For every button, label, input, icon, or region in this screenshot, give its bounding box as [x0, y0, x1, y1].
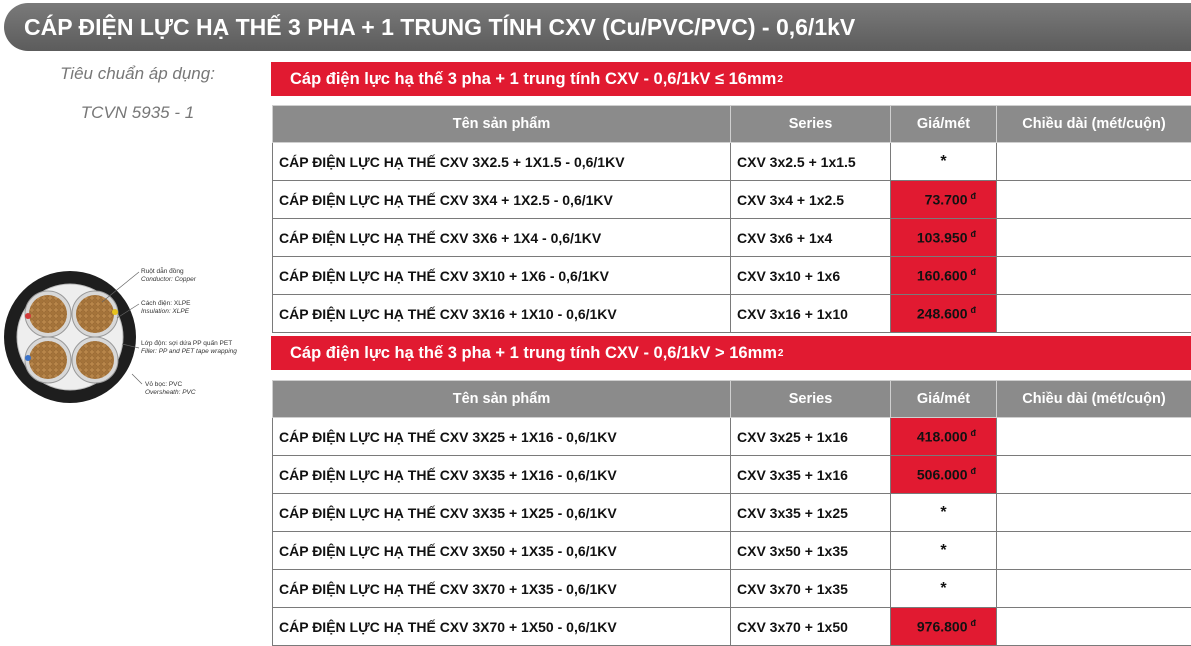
column-header-series: Series [731, 106, 891, 143]
price-unit: đ [971, 466, 977, 476]
series-cell: CXV 3x10 + 1x6 [731, 257, 891, 295]
figure-label-filler-en: Filler: PP and PET tape wrapping [141, 348, 237, 355]
column-header-price: Giá/mét [891, 106, 997, 143]
price-unavailable-marker: * [940, 153, 946, 170]
product-name-cell: CÁP ĐIỆN LỰC HẠ THẾ CXV 3X6 + 1X4 - 0,6/1KV [273, 219, 731, 257]
column-header-series: Series [731, 381, 891, 418]
series-cell: CXV 3x70 + 1x50 [731, 608, 891, 646]
price-cell [891, 494, 997, 532]
table-header-row [273, 106, 1191, 143]
price-unit: đ [971, 618, 977, 628]
product-name-cell: CÁP ĐIỆN LỰC HẠ THẾ CXV 3X25 + 1X16 - 0,6/1KV [273, 418, 731, 456]
price-unit: đ [971, 191, 977, 201]
price-unit: đ [971, 428, 977, 438]
length-cell [997, 570, 1191, 608]
price-value: 506.000 [917, 467, 968, 483]
product-name-cell: CÁP ĐIỆN LỰC HẠ THẾ CXV 3X70 + 1X50 - 0,6/1KV [273, 608, 731, 646]
price-cell [891, 181, 997, 219]
column-header-name: Tên sản phẩm [273, 381, 731, 418]
price-cell [891, 143, 997, 181]
price-value: 248.600 [917, 306, 968, 322]
product-name-cell: CÁP ĐIỆN LỰC HẠ THẾ CXV 3X70 + 1X35 - 0,6/1KV [273, 570, 731, 608]
price-value: 160.600 [917, 268, 968, 284]
column-header-price: Giá/mét [891, 381, 997, 418]
table-row [273, 257, 1191, 295]
price-cell [891, 219, 997, 257]
length-cell [997, 608, 1191, 646]
length-cell [997, 143, 1191, 181]
cable-cross-section-diagram [2, 262, 270, 412]
figure-label-oversheath-en: Oversheath: PVC [145, 389, 196, 396]
table-row [273, 570, 1191, 608]
product-name-cell: CÁP ĐIỆN LỰC HẠ THẾ CXV 3X16 + 1X10 - 0,6/1KV [273, 295, 731, 333]
table-row [273, 532, 1191, 570]
price-unavailable-marker: * [940, 504, 946, 521]
standard-label: Tiêu chuẩn áp dụng: [0, 64, 275, 84]
page-title: CÁP ĐIỆN LỰC HẠ THẾ 3 PHA + 1 TRUNG TÍNH CXV (Cu/PVC/PVC) - 0,6/1kV [4, 3, 1191, 51]
length-cell [997, 295, 1191, 333]
length-cell [997, 494, 1191, 532]
table-row [273, 494, 1191, 532]
table-row [273, 143, 1191, 181]
product-name-cell: CÁP ĐIỆN LỰC HẠ THẾ CXV 3X2.5 + 1X1.5 - 0,6/1KV [273, 143, 731, 181]
standard-value: TCVN 5935 - 1 [0, 103, 275, 123]
length-cell [997, 257, 1191, 295]
product-name-cell: CÁP ĐIỆN LỰC HẠ THẾ CXV 3X35 + 1X16 - 0,6/1KV [273, 456, 731, 494]
column-header-length: Chiều dài (mét/cuộn) [997, 106, 1191, 143]
price-cell [891, 608, 997, 646]
figure-label-filler-vi: Lớp độn: sợi dứa PP quấn PET [141, 338, 232, 347]
figure-label-oversheath-vi: Vỏ bọc: PVC [145, 380, 183, 388]
series-cell: CXV 3x16 + 1x10 [731, 295, 891, 333]
product-name-cell: CÁP ĐIỆN LỰC HẠ THẾ CXV 3X4 + 1X2.5 - 0,6/1KV [273, 181, 731, 219]
price-value: 103.950 [917, 230, 968, 246]
length-cell [997, 456, 1191, 494]
series-cell: CXV 3x6 + 1x4 [731, 219, 891, 257]
series-cell: CXV 3x35 + 1x16 [731, 456, 891, 494]
series-cell: CXV 3x2.5 + 1x1.5 [731, 143, 891, 181]
table-header-row [273, 381, 1191, 418]
figure-label-insulation-en: Insulation: XLPE [141, 308, 190, 315]
price-cell [891, 532, 997, 570]
price-unit: đ [971, 305, 977, 315]
price-unavailable-marker: * [940, 580, 946, 597]
price-cell [891, 418, 997, 456]
length-cell [997, 532, 1191, 570]
table-row [273, 418, 1191, 456]
price-cell [891, 570, 997, 608]
series-cell: CXV 3x70 + 1x35 [731, 570, 891, 608]
price-unit: đ [971, 229, 977, 239]
price-value: 418.000 [917, 429, 968, 445]
length-cell [997, 181, 1191, 219]
section-title-small-cables: Cáp điện lực hạ thế 3 pha + 1 trung tính CXV - 0,6/1kV ≤ 16mm 2 [271, 62, 1191, 96]
section-title-large-cables: Cáp điện lực hạ thế 3 pha + 1 trung tính CXV - 0,6/1kV > 16mm 2 [271, 336, 1191, 370]
price-value: 73.700 [925, 192, 968, 208]
length-cell [997, 219, 1191, 257]
price-unit: đ [971, 267, 977, 277]
figure-label-conductor-vi: Ruột dẫn đồng [141, 266, 184, 275]
price-table-large-cables [272, 380, 1191, 646]
product-name-cell: CÁP ĐIỆN LỰC HẠ THẾ CXV 3X10 + 1X6 - 0,6/1KV [273, 257, 731, 295]
price-table-small-cables [272, 105, 1191, 333]
price-unavailable-marker: * [940, 542, 946, 559]
table-row [273, 608, 1191, 646]
price-cell [891, 456, 997, 494]
product-name-cell: CÁP ĐIỆN LỰC HẠ THẾ CXV 3X50 + 1X35 - 0,6/1KV [273, 532, 731, 570]
table-row [273, 219, 1191, 257]
series-cell: CXV 3x25 + 1x16 [731, 418, 891, 456]
column-header-length: Chiều dài (mét/cuộn) [997, 381, 1191, 418]
table-row [273, 295, 1191, 333]
table-row [273, 181, 1191, 219]
figure-label-insulation-vi: Cách điện: XLPE [141, 300, 191, 307]
price-cell [891, 295, 997, 333]
table-row [273, 456, 1191, 494]
product-name-cell: CÁP ĐIỆN LỰC HẠ THẾ CXV 3X35 + 1X25 - 0,6/1KV [273, 494, 731, 532]
price-cell [891, 257, 997, 295]
series-cell: CXV 3x4 + 1x2.5 [731, 181, 891, 219]
series-cell: CXV 3x35 + 1x25 [731, 494, 891, 532]
series-cell: CXV 3x50 + 1x35 [731, 532, 891, 570]
figure-label-conductor-en: Conductor: Copper [141, 276, 197, 283]
column-header-name: Tên sản phẩm [273, 106, 731, 143]
price-value: 976.800 [917, 619, 968, 635]
length-cell [997, 418, 1191, 456]
